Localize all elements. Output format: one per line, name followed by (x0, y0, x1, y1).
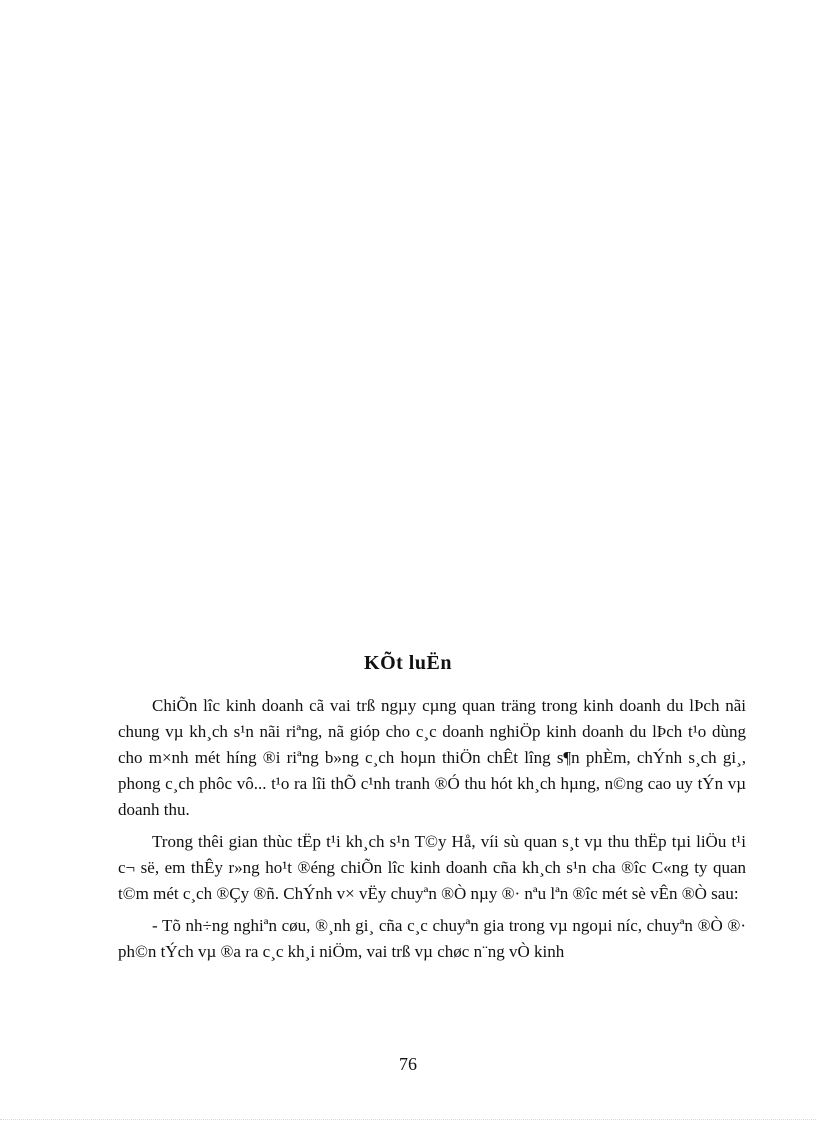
bottom-divider (0, 1119, 816, 1120)
body-text (118, 693, 746, 971)
paragraph-1: ChiÕn lîc kinh doanh cã vai trß ngµy cµng quan träng trong kinh doanh du lÞch nãi chung vµ kh¸ch s¹n nãi riªng, nã gióp cho c¸c doanh nghiÖp kinh doanh du lÞch t¹o dùng cho m×nh mét híng ®i riªng b»ng c¸ch hoµn thiÖn chÊt lîng s¶n phÈm, chÝnh s¸ch gi¸, phong c¸ch phôc vô... t¹o ra lîi thÕ c¹nh tranh ®Ó thu hót kh¸ch hµng, n©ng cao uy tÝn vµ doanh thu. (118, 696, 746, 819)
paragraph-2: Trong thêi gian thùc tËp t¹i kh¸ch s¹n T©y Hå, víi sù quan s¸t vµ thu thËp tµi liÖu t¹i c¬ së, em thÊy r»ng ho¹t ®éng chiÕn lîc kinh doanh cña kh¸ch s¹n cha ®îc C«ng ty quan t©m mét c¸ch ®Çy ®ñ. ChÝnh v× vËy chuyªn ®Ò nµy ®· nªu lªn ®îc mét sè vÊn ®Ò sau: (118, 832, 746, 903)
section-heading: KÕt luËn (364, 652, 452, 674)
paragraph-3: - Tõ nh÷ng nghiªn cøu, ®¸nh gi¸ cña c¸c chuyªn gia trong vµ ngoµi níc, chuyªn ®Ò ®· ph©n tÝch vµ ®a ra c¸c kh¸i niÖm, vai trß vµ chøc n¨ng vÒ kinh (118, 916, 746, 961)
page-number: 76 (399, 1054, 417, 1074)
